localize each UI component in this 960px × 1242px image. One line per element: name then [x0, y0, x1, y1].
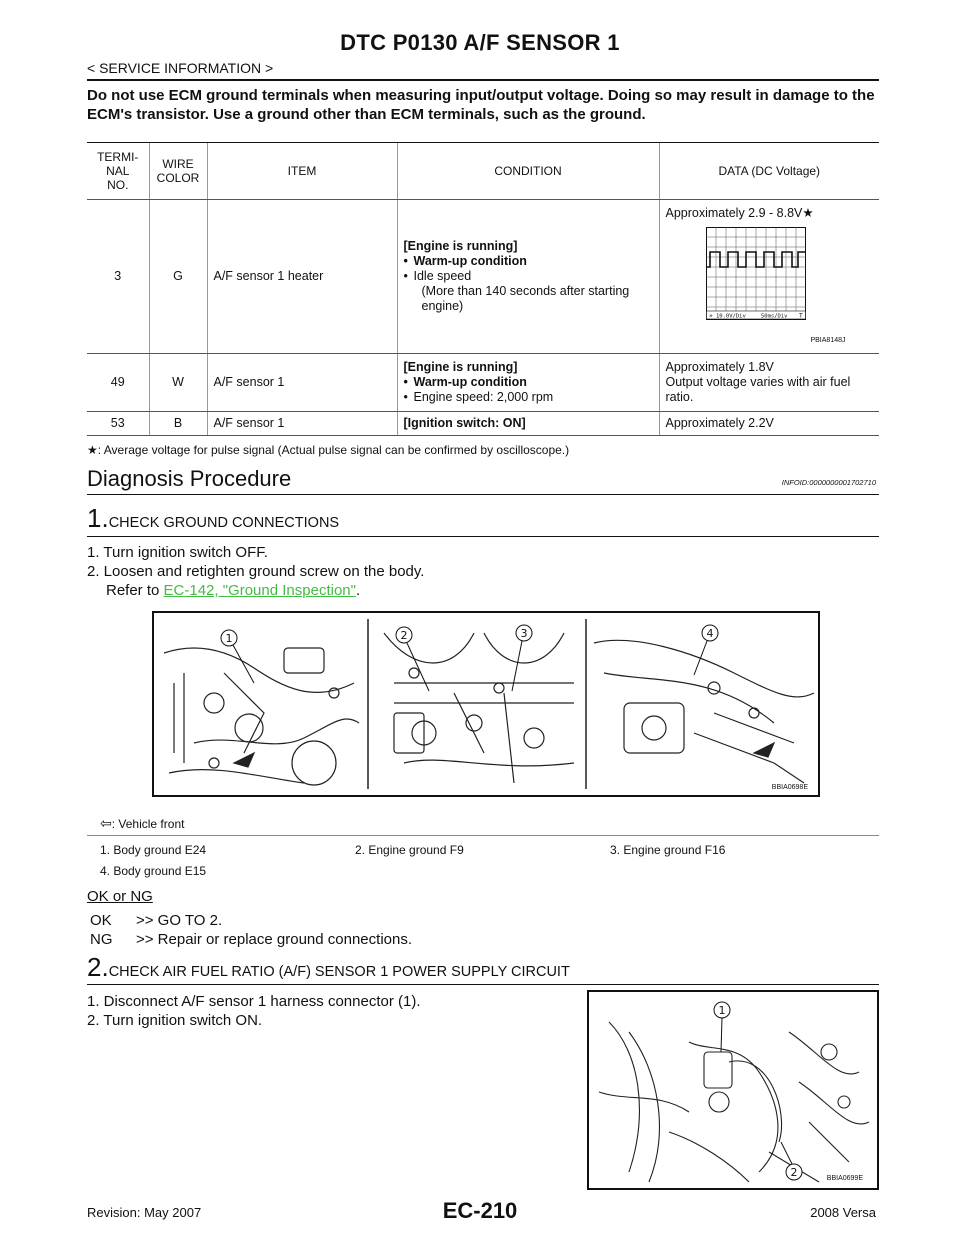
table-row	[87, 354, 879, 412]
cell-wire: B	[149, 412, 207, 436]
condition-sub: (More than 140 seconds after starting engine)	[421, 284, 630, 313]
col-item: ITEM	[207, 143, 397, 200]
revision-date: Revision: May 2007	[87, 1205, 202, 1220]
step-1-list	[87, 543, 424, 600]
list-item: 1. Turn ignition switch OFF.	[87, 544, 268, 561]
oscilloscope-waveform-icon	[706, 227, 806, 331]
step-number: 2.	[87, 952, 109, 982]
svg-text:10.0V/Div: 10.0V/Div	[715, 313, 746, 320]
step-title: CHECK AIR FUEL RATIO (A/F) SENSOR 1 POWER SUPPLY CIRCUIT	[108, 964, 570, 980]
svg-text:T: T	[798, 312, 803, 320]
cell-wire: W	[149, 354, 207, 412]
page-title: DTC P0130 A/F SENSOR 1	[340, 30, 620, 55]
col-data: DATA (DC Voltage)	[659, 143, 879, 200]
ground-locations-figure	[152, 611, 820, 797]
callout-2: 2	[400, 629, 408, 642]
section-label: < SERVICE INFORMATION >	[87, 60, 274, 76]
cell-terminal: 49	[87, 354, 149, 412]
step-rule	[87, 536, 879, 537]
data-value: Approximately 2.9 - 8.8V★	[665, 206, 814, 220]
legend-arrow: ⇦: Vehicle front	[100, 815, 185, 831]
data-value: Approximately 1.8V	[665, 360, 774, 374]
cell-condition	[397, 354, 659, 412]
legend-item: 4. Body ground E15	[100, 864, 207, 878]
arrow-left-icon: ⇦	[100, 815, 112, 831]
col-terminal: TERMI- NAL NO.	[87, 143, 149, 200]
callout-1: 1	[225, 632, 233, 645]
cell-terminal: 53	[87, 412, 149, 436]
cell-wire: G	[149, 200, 207, 354]
cell-data: Approximately 2.2V	[659, 412, 879, 436]
step-title: CHECK GROUND CONNECTIONS	[108, 515, 340, 531]
legend-item: 1. Body ground E24	[100, 843, 207, 857]
vehicle-model: 2008 Versa	[810, 1205, 876, 1220]
ground-inspection-link[interactable]: EC-142, "Ground Inspection"	[163, 582, 356, 599]
table-footnote: ★: Average voltage for pulse signal (Actual pulse signal can be confirmed by oscilloscope.)	[87, 443, 570, 457]
list-item: 2. Turn ignition switch ON.	[87, 1012, 263, 1029]
scope-figure-id: PBIA8148J	[810, 337, 846, 344]
table-header-row	[87, 143, 879, 200]
section-heading: Diagnosis Procedure	[87, 466, 292, 491]
step-2-heading	[87, 952, 570, 983]
cell-terminal: 3	[87, 200, 149, 354]
col-condition: CONDITION	[397, 143, 659, 200]
svg-text:50ms/Div: 50ms/Div	[760, 313, 787, 320]
cell-item: A/F sensor 1	[207, 354, 397, 412]
engine-bay-illustration	[154, 613, 818, 795]
condition-item: • Idle speed	[404, 269, 653, 284]
callout-2: 2	[790, 1166, 798, 1179]
svg-text:»: »	[708, 312, 713, 320]
ng-result: NG >> Repair or replace ground connections.	[90, 931, 413, 948]
connector-illustration	[589, 992, 877, 1188]
info-id: INFOID:0000000001702710	[781, 478, 876, 487]
condition-head: [Engine is running]	[403, 360, 518, 374]
data-note: Output voltage varies with air fuel ratio.	[665, 375, 851, 404]
step-1-heading	[87, 503, 339, 534]
callout-3: 3	[520, 627, 528, 640]
ok-ng-heading: OK or NG	[87, 888, 153, 905]
callout-1: 1	[718, 1004, 726, 1017]
terminal-table	[87, 142, 879, 436]
figure-id: BBIA0698E	[771, 784, 808, 791]
cell-data	[659, 200, 879, 354]
header-rule	[87, 79, 879, 81]
cell-item: A/F sensor 1 heater	[207, 200, 397, 354]
list-item: 1. Disconnect A/F sensor 1 harness connector (1).	[87, 993, 421, 1010]
cell-data	[659, 354, 879, 412]
section-rule	[87, 494, 879, 495]
legend-item: 3. Engine ground F16	[610, 843, 726, 857]
ok-result: OK >> GO TO 2.	[90, 912, 223, 929]
figure-id: BBIA0699E	[826, 1175, 863, 1182]
col-wire-color: WIRE COLOR	[149, 143, 207, 200]
legend-rule	[87, 835, 879, 836]
table-row	[87, 412, 879, 436]
condition-item: • Engine speed: 2,000 rpm	[404, 390, 653, 405]
step-rule	[87, 984, 879, 985]
list-item: Refer to EC-142, "Ground Inspection".	[106, 582, 361, 599]
callout-4: 4	[706, 627, 714, 640]
list-item: 2. Loosen and retighten ground screw on the body.	[87, 563, 425, 580]
table-row	[87, 200, 879, 354]
legend-item: 2. Engine ground F9	[355, 843, 464, 857]
page-number: EC-210	[442, 1198, 518, 1223]
cell-condition	[397, 200, 659, 354]
condition-head: [Engine is running]	[403, 239, 518, 253]
warning-text: Do not use ECM ground terminals when measuring input/output voltage. Doing so may result in damage to the ECM's transistor. Use a ground other than ECM terminals, such as the ground.	[87, 87, 875, 123]
cell-item: A/F sensor 1	[207, 412, 397, 436]
cell-condition: [Ignition switch: ON]	[397, 412, 659, 436]
condition-item: • Warm-up condition	[404, 254, 653, 269]
step-number: 1.	[87, 503, 109, 533]
step-2-list	[87, 992, 421, 1030]
connector-figure	[587, 990, 879, 1190]
condition-item: • Warm-up condition	[404, 375, 653, 390]
